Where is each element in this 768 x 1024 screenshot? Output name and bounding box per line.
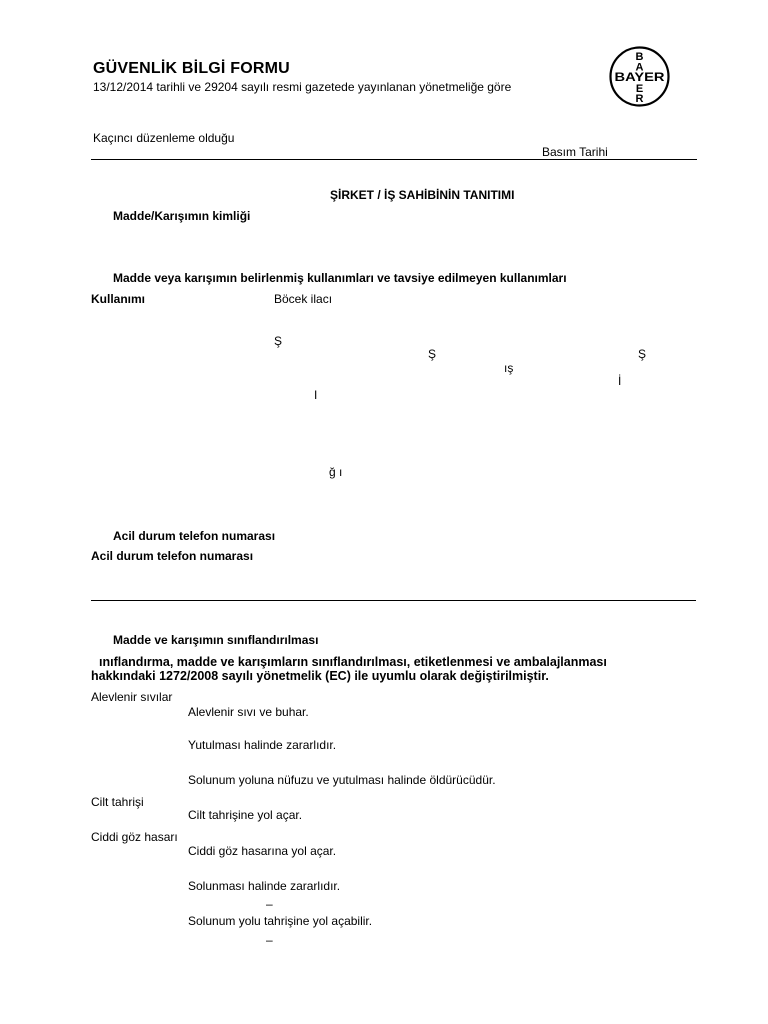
revision-label: Kaçıncı düzenleme olduğu	[93, 131, 235, 145]
use-label: Kullanımı	[91, 292, 146, 306]
hazard-statement: Ciddi göz hasarına yol açar.	[188, 844, 337, 858]
text-fragment: Ş	[638, 347, 647, 361]
section-divider	[91, 600, 696, 601]
header-divider	[91, 159, 697, 160]
use-value: Böcek ilacı	[274, 292, 333, 306]
hazard-category: Ciddi göz hasarı	[91, 830, 178, 844]
text-fragment: İ	[618, 374, 622, 388]
text-fragment: ış	[504, 361, 514, 375]
document-subtitle: 13/12/2014 tarihli ve 29204 sayılı resmi gazetede yayınlanan yönetmeliğe göre	[93, 80, 512, 94]
regulation-text-line1: ınıflandırma, madde ve karışımların sınıflandırılması, etiketlenmesi ve ambalajlanması	[99, 655, 607, 669]
svg-text:BAYER: BAYER	[614, 72, 666, 84]
hazard-statement: Yutulması halinde zararlıdır.	[188, 738, 337, 752]
dash-mark: –	[266, 933, 273, 947]
text-fragment: I	[314, 388, 318, 402]
uses-heading: Madde veya karışımın belirlenmiş kullanımları ve tavsiye edilmeyen kullanımları	[113, 271, 567, 285]
text-fragment: Ş	[428, 347, 437, 361]
emergency-heading: Acil durum telefon numarası	[113, 529, 276, 543]
text-fragment: ğ ı	[329, 465, 343, 479]
section2-heading: Madde ve karışımın sınıflandırılması	[113, 633, 319, 647]
svg-text:R: R	[635, 93, 644, 105]
identity-label: Madde/Karışımın kimliği	[113, 209, 251, 223]
hazard-category: Cilt tahrişi	[91, 795, 144, 809]
print-date-label: Basım Tarihi	[542, 145, 608, 159]
svg-text:B: B	[635, 51, 644, 63]
hazard-statement: Solunması halinde zararlıdır.	[188, 879, 341, 893]
regulation-text-line2: hakkındaki 1272/2008 sayılı yönetmelik (EC) ile uyumlu olarak değiştirilmiştir.	[91, 669, 549, 683]
section1-heading: ŞİRKET / İŞ SAHİBİNİN TANITIMI	[330, 188, 515, 202]
hazard-statement: Solunum yoluna nüfuzu ve yutulması halinde öldürücüdür.	[188, 773, 496, 787]
svg-text:A: A	[635, 61, 644, 74]
svg-text:E: E	[635, 83, 644, 95]
emergency-label: Acil durum telefon numarası	[91, 549, 254, 563]
hazard-category: Alevlenir sıvılar	[91, 690, 173, 704]
dash-mark: –	[266, 897, 273, 911]
text-fragment: Ş	[274, 334, 283, 348]
bayer-logo	[609, 46, 670, 107]
document-title: GÜVENLİK BİLGİ FORMU	[93, 60, 290, 77]
hazard-statement: Cilt tahrişine yol açar.	[188, 808, 303, 822]
hazard-statement: Solunum yolu tahrişine yol açabilir.	[188, 914, 373, 928]
hazard-statement: Alevlenir sıvı ve buhar.	[188, 705, 309, 719]
